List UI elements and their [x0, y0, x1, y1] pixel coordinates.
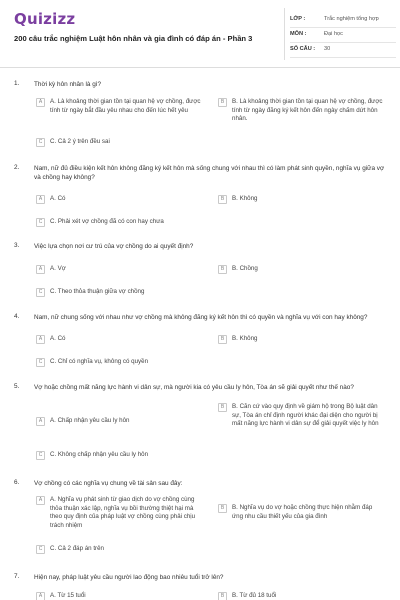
option-text: A. Là khoảng thời gian tồn tại quan hệ vợ chồng, được tính từ ngày bắt đầu yêu nhau cho đến lúc hết yêu: [50, 98, 201, 114]
option-text: C. Theo thỏa thuận giữa vợ chồng: [50, 288, 145, 295]
option-text: A. Có: [50, 195, 66, 202]
question-text: Vợ chồng có các nghĩa vụ chung về tài sản sau đây:: [34, 480, 183, 487]
meta-divider: [290, 27, 396, 28]
option-letter-box: C: [36, 451, 45, 460]
option-text: C. Chỉ có nghĩa vụ, không có quyền: [50, 358, 149, 365]
option-text: C. Phải xét vợ chồng đã có con hay chưa: [50, 218, 164, 225]
option-letter-box: A: [36, 496, 45, 505]
option-text: A. Có: [50, 335, 66, 342]
option-letter-box: C: [36, 545, 45, 554]
option-text: B. Căn cứ vào quy định về giám hộ trong Bộ luật dân sự, Tòa án chỉ định người khác đại diện cho người bị mất năng lực hành vi dân sự để giải quyết việc ly hôn: [232, 403, 379, 427]
option-text: A. Vợ: [50, 265, 66, 272]
option-letter-box: C: [36, 358, 45, 367]
option-letter-box: B: [218, 592, 227, 600]
option-letter-box: B: [218, 98, 227, 107]
question-number: 5.: [14, 383, 20, 390]
option-letter-box: A: [36, 592, 45, 600]
option-letter-box: C: [36, 288, 45, 297]
option-text: A. Nghĩa vụ phát sinh từ giao dịch do vợ chồng cùng thỏa thuận xác lập, nghĩa vụ bồi thường thiệt hại mà theo quy định của pháp luật vợ chồng cùng phải chịu trách nhiệm: [50, 496, 196, 529]
option-letter-box: C: [36, 218, 45, 227]
option-text: B. Chồng: [232, 265, 258, 272]
option-letter-box: A: [36, 265, 45, 274]
meta-divider: [290, 57, 396, 58]
question-text: Nam, nữ chung sống với nhau như vợ chồng mà không đăng ký kết hôn thì có quyền và nghĩa vụ với con hay không?: [34, 314, 368, 321]
option-letter-box: B: [218, 195, 227, 204]
meta-divider: [290, 42, 396, 43]
document-title: 200 câu trắc nghiệm Luật hôn nhân và gia đình có đáp án - Phần 3: [14, 34, 253, 43]
option-letter-box: A: [36, 417, 45, 426]
option-text: C. Cả 2 đáp án trên: [50, 545, 105, 552]
option-letter-box: B: [218, 335, 227, 344]
option-letter-box: A: [36, 195, 45, 204]
option-text: B. Là khoảng thời gian tồn tại quan hệ vợ chồng, được tính từ ngày đăng ký kết hôn đến ngày chấm dứt hôn nhân.: [232, 98, 383, 122]
option-text: B. Không: [232, 195, 258, 202]
question-number: 1.: [14, 80, 20, 87]
option-letter-box: A: [36, 335, 45, 344]
option-text: A. Chấp nhận yêu cầu ly hôn: [50, 417, 130, 424]
meta-count-label: SỐ CÂU :: [290, 46, 316, 52]
meta-class-label: LỚP :: [290, 16, 306, 22]
meta-class-value: Trắc nghiệm tổng hợp: [324, 16, 379, 22]
question-text: Vợ hoặc chồng mất năng lực hành vi dân sự, mà người kia có yêu cầu ly hôn, Tòa án sẽ giải quyết như thế nào?: [34, 384, 354, 391]
option-text: B. Không: [232, 335, 258, 342]
document-header: [0, 0, 400, 68]
question-number: 7.: [14, 573, 20, 580]
option-letter-box: B: [218, 504, 227, 513]
question-text: Nam, nữ đủ điều kiện kết hôn không đăng ký kết hôn mà sống chung với nhau thì có làm phát sinh quyền, nghĩa vụ giữa vợ và chồng hay không?: [34, 165, 385, 181]
question-number: 2.: [14, 164, 20, 171]
quizizz-logo: Quizizz: [14, 10, 76, 28]
question-text: Thời kỳ hôn nhân là gì?: [34, 81, 102, 88]
meta-subject-label: MÔN :: [290, 31, 307, 37]
meta-subject-value: Đại học: [324, 31, 343, 37]
option-letter-box: B: [218, 265, 227, 274]
question-text: Hiện nay, pháp luật yêu cầu người lao động bao nhiêu tuổi trở lên?: [34, 574, 224, 581]
question-number: 3.: [14, 242, 20, 249]
question-text: Việc lựa chọn nơi cư trú của vợ chồng do ai quyết định?: [34, 243, 194, 250]
option-letter-box: C: [36, 138, 45, 147]
option-text: C. Không chấp nhận yêu cầu ly hôn: [50, 451, 149, 458]
question-number: 4.: [14, 313, 20, 320]
option-text: C. Cả 2 ý trên đều sai: [50, 138, 110, 145]
option-text: B. Nghĩa vụ do vợ hoặc chồng thực hiện nhằm đáp ứng nhu cầu thiết yếu của gia đình: [232, 504, 373, 520]
option-text: B. Từ đủ 18 tuổi: [232, 592, 277, 599]
option-letter-box: A: [36, 98, 45, 107]
header-divider: [284, 8, 285, 60]
question-number: 6.: [14, 479, 20, 486]
option-text: A. Từ 15 tuổi: [50, 592, 86, 599]
meta-count-value: 30: [324, 46, 331, 52]
option-letter-box: B: [218, 403, 227, 412]
